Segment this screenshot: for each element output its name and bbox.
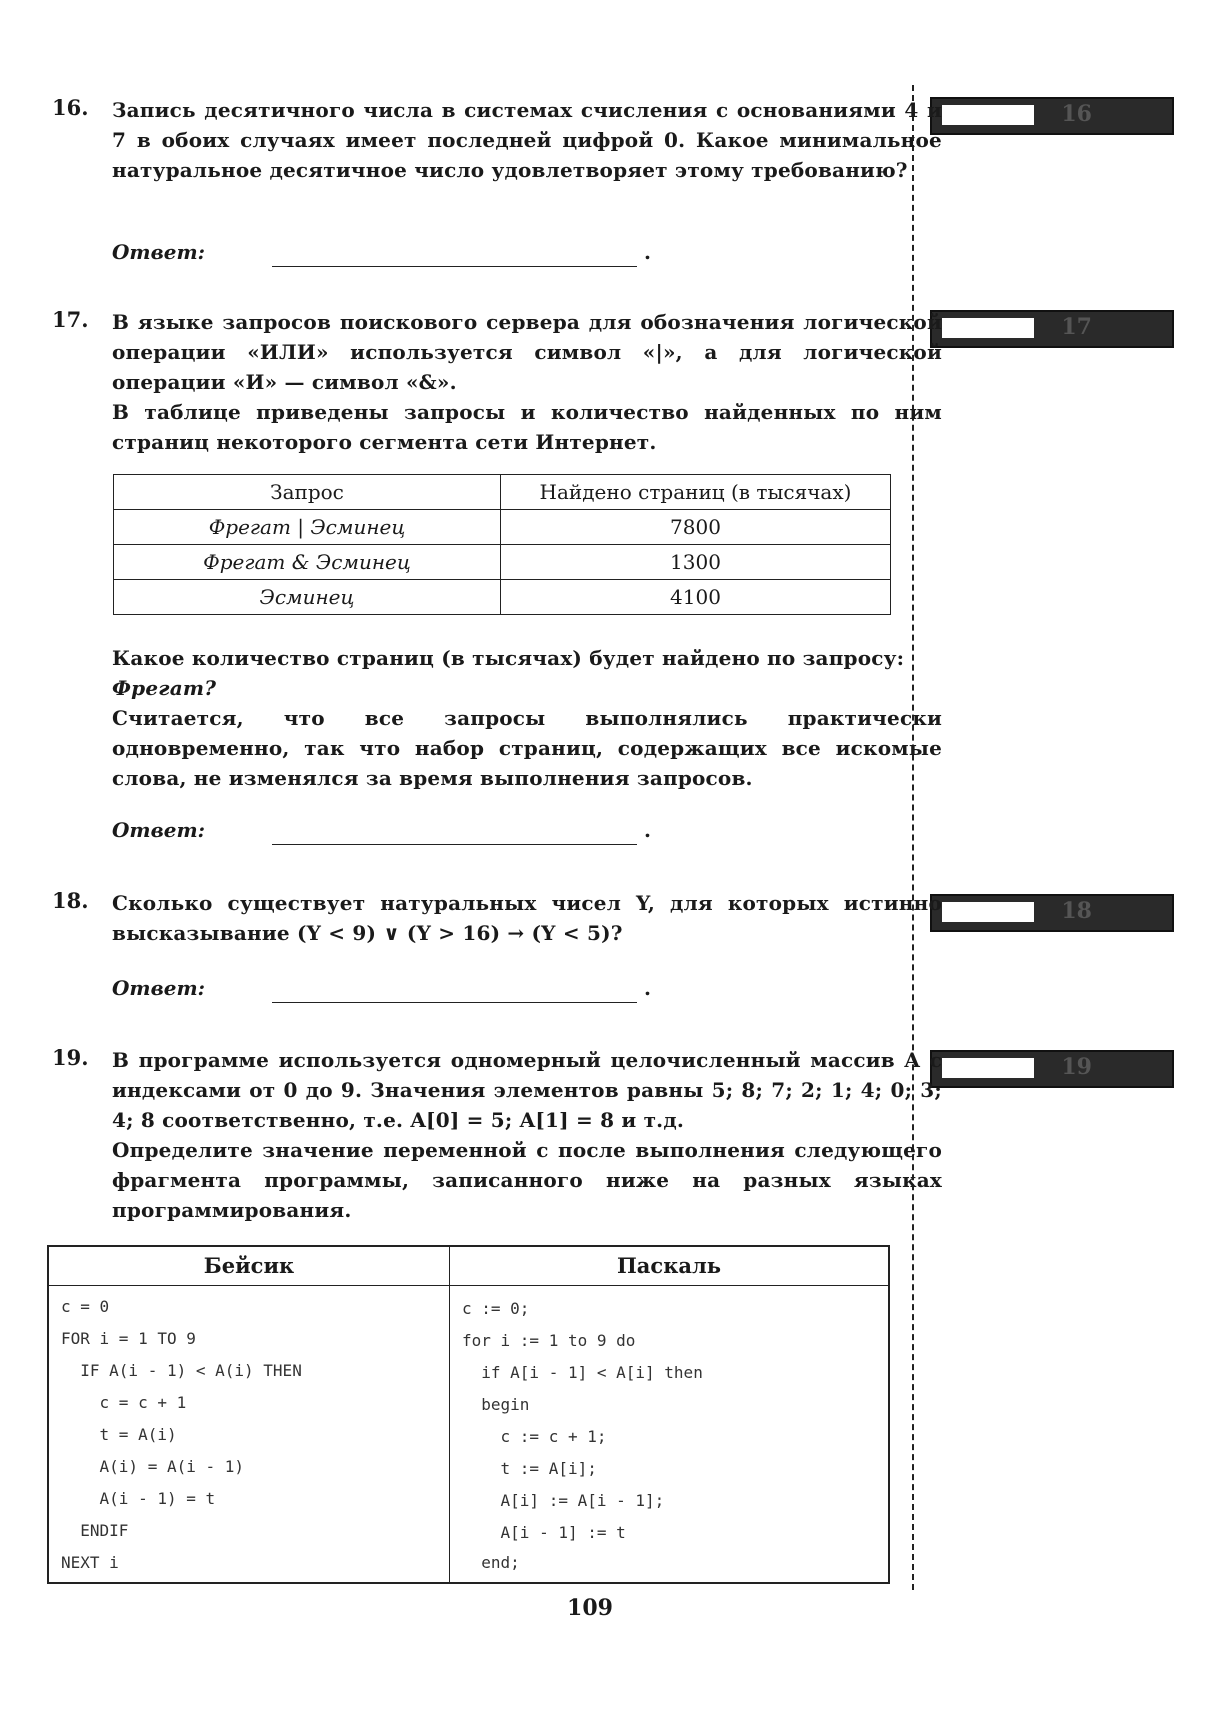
code-line: A(i - 1) = t — [61, 1489, 216, 1508]
pages-cell: 1300 — [501, 545, 891, 580]
code-line: begin — [462, 1395, 530, 1414]
table-header-row — [114, 475, 891, 510]
code-line: c := 0; — [462, 1299, 530, 1318]
code-line: NEXT i — [61, 1553, 119, 1572]
task-text-1: В языке запросов поискового сервера для обозначения логической операции «ИЛИ» используется символ «|», а для логической операции «И» — символ «&». — [112, 310, 942, 394]
code-line: A[i - 1] := t — [462, 1523, 626, 1542]
code-line: c = c + 1 — [61, 1393, 187, 1412]
header-query: Запрос — [114, 475, 501, 510]
answer-input[interactable] — [272, 266, 637, 267]
code-line: for i := 1 to 9 do — [462, 1331, 636, 1350]
code-line: if A[i - 1] < A[i] then — [462, 1363, 703, 1382]
query-cell: Фрегат & Эсминец — [114, 545, 501, 580]
task-number: 16. — [52, 95, 89, 120]
answer-row: Ответ: . — [112, 976, 205, 1000]
code-line: IF A(i - 1) < A(i) THEN — [61, 1361, 302, 1380]
task-number: 17. — [52, 307, 89, 332]
answer-label: Ответ: — [112, 818, 205, 842]
query-cell: Эсминец — [114, 580, 501, 615]
answer-row: Ответ: . — [112, 818, 205, 842]
query-table — [113, 474, 891, 615]
code-line: A(i) = A(i - 1) — [61, 1457, 245, 1476]
code-line: ENDIF — [61, 1521, 129, 1540]
pascal-header: Паскаль — [450, 1247, 888, 1286]
answer-box-19: 19 — [930, 1050, 1174, 1088]
table-row — [114, 510, 891, 545]
task-text-2: Определите значение переменной c после выполнения следующего фрагмента программы, записанного ниже на разных языках программирования. — [112, 1138, 942, 1222]
pages-cell: 4100 — [501, 580, 891, 615]
basic-column — [49, 1247, 450, 1582]
task-number: 19. — [52, 1045, 89, 1070]
question-text: Какое количество страниц (в тысячах) будет найдено по запросу: — [112, 646, 905, 670]
task-text: Сколько существует натуральных чисел Y, для которых истинно высказывание (Y < 9) ∨ (Y > 16) → (Y < 5)? — [112, 891, 942, 945]
question-query: Фрегат? — [112, 676, 217, 700]
code-line: c = 0 — [61, 1297, 110, 1316]
answer-label: Ответ: — [112, 240, 205, 264]
note-text: Считается, что все запросы выполнялись практически одновременно, так что набор страниц, содержащих все искомые слова, не изменялся за время выполнения запросов. — [112, 706, 942, 790]
answer-input[interactable] — [272, 844, 637, 845]
answer-box-18: 18 — [930, 894, 1174, 932]
basic-header: Бейсик — [49, 1247, 449, 1286]
query-cell: Фрегат | Эсминец — [114, 510, 501, 545]
answer-row: Ответ: . — [112, 240, 205, 264]
code-line: A[i] := A[i - 1]; — [462, 1491, 665, 1510]
pascal-column — [450, 1247, 888, 1582]
task-text-1: В программе используется одномерный целочисленный массив A с индексами от 0 до 9. Значения элементов равны 5; 8; 7; 2; 1; 4; 0; 3; 4; 8 соответственно, т.е. A[0] = 5; A[1] = 8 и т.д. — [112, 1048, 942, 1132]
task-number: 18. — [52, 888, 89, 913]
table-row — [114, 545, 891, 580]
code-line: FOR i = 1 TO 9 — [61, 1329, 196, 1348]
header-pages: Найдено страниц (в тысячах) — [501, 475, 891, 510]
pages-cell: 7800 — [501, 510, 891, 545]
code-line: t = A(i) — [61, 1425, 177, 1444]
task-text-2: В таблице приведены запросы и количество найденных по ним страниц некоторого сегмента сети Интернет. — [112, 400, 942, 454]
page-number: 109 — [567, 1595, 613, 1621]
task-text: Запись десятичного числа в системах счисления с основаниями 4 и 7 в обоих случаях имеет последней цифрой 0. Какое минимальное натуральное десятичное число удовлетворяет этому требованию? — [112, 98, 942, 182]
table-row — [114, 580, 891, 615]
answer-label: Ответ: — [112, 976, 205, 1000]
answer-box-16: 16 — [930, 97, 1174, 135]
code-line: c := c + 1; — [462, 1427, 607, 1446]
code-table — [47, 1245, 890, 1584]
code-line: end; — [462, 1553, 520, 1572]
answer-input[interactable] — [272, 1002, 637, 1003]
code-line: t := A[i]; — [462, 1459, 597, 1478]
answer-box-17: 17 — [930, 310, 1174, 348]
